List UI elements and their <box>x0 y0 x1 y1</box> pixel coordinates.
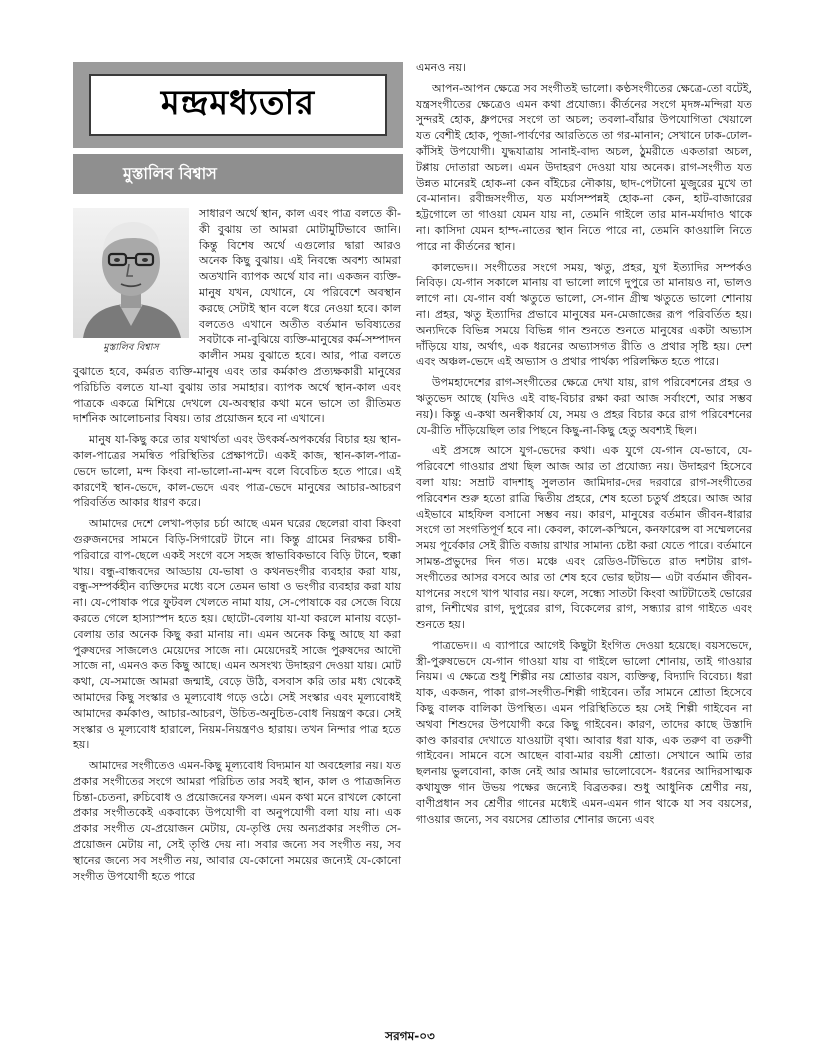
paragraph: এই প্রসঙ্গে আসে যুগ-ভেদের কথা। এক যুগে যে-গান যে-ভাবে, যে-পরিবেশে গাওয়ার প্রথা ছিল আজ আর তা প্রযোজ্য নয়। উদাহরণ হিসেবে বলা যায়: সম্রাট বাদশাহ্ সুলতান জামিদার-দের দরবারে রাগ-সংগীতের পরিবেশন শুরু হতো রাত্রি দ্বিতীয় প্রহরে, শেষ হতো চতুর্থ প্রহরে। আজ আর এইভাবে মাহফিল বসানো সম্ভব নয়। কারণ, মানুষের বর্তমান জীবন-ধারার সংগে তা সংগতিপূর্ণ হবে না। কেবল, কালে-কস্মিনে, কনফারেন্স বা সম্মেলনের সময় পূর্বেকার সেই রীতি বজায় রাখার সামান্য চেষ্টা করা যেতে পারে। বর্তমানে সামন্ত-প্রভুদের দিন গত। মঞ্চে এবং রেডিও-টিভিতে রাত দশটায় রাগ-সংগীতের আসর বসবে আর তা শেষ হবে ভোর ছটায়— এটা বর্তমান জীবন-যাপনের সংগে খাপ খাবার নয়। ফলে, সন্ধ্যে সাতটা কিংবা আটটাতেই ভোরের রাগ, নিশীথের রাগ, দুপুরের রাগ, বিকেলের রাগ, সন্ধ্যার রাগ গাইতে এবং শুনতে হয়। <box>416 444 752 632</box>
title-banner <box>73 62 403 148</box>
right-column <box>416 60 752 832</box>
byline-banner <box>73 154 403 194</box>
page-footer: সরগম-০৩ <box>385 1029 435 1043</box>
photo-caption: মুস্তালিব বিশ্বাস <box>103 342 159 353</box>
paragraph: আমাদের দেশে লেখা-পড়ার চর্চা আছে এমন ঘরের ছেলেরা বাবা কিংবা গুরুজনদের সামনে বিড়ি-সিগারেট টানে না। কিন্তু গ্রামের নিরক্ষর চাষী-পরিবারে বাপ-ছেলে একই সংগে বসে সহজ স্বাভাবিকভাবে বিড়ি টানে, হুক্কা খায়। বন্ধু-বান্ধবদের আড্ডায় যে-ভাষা ও কথনভংগীর ব্যবহার করা যায়, বন্ধু-সম্পর্কহীন ব্যক্তিদের মধ্যে বসে তেমন ভাষা ও ভংগীর ব্যবহার করা যায় না। যে-পোষাক পরে ফুটবল খেলতে নামা যায়, সে-পোষাকে বর সেজে বিয়ে করতে গেলে হাস্যাস্পদ হতে হয়। ছোটো-বেলায় যা-যা করলে মানায় বড়ো-বেলায় তার অনেক কিছু করা মানায় না। এমন অনেক কিছু আছে যা করা পুরুষদের সাজলেও মেয়েদের সাজে না। মেয়েদেরই সাজে পুরুষদের আদৌ সাজে না, এমনও কত কিছু আছে। এমন অসংখ্য উদাহরণ দেওয়া যায়। মোট কথা, যে-সমাজে আমরা জন্মাই, বেড়ে উঠি, বসবাস করি তার মধ্য থেকেই আমাদের কিছু সংস্কার ও মূল্যবোধ গড়ে ওঠে। সেই সংস্কার এবং মূল্যবোধই আমাদের কর্মকাণ্ড, আচার-আচরণ, উচিত-অনুচিত-বোধ নিয়ন্ত্রণ করে। সেই সংস্কার ও মূল্যবোধ হারালে, নিয়ম-নিয়ন্ত্রণও হারায়। তখন নিন্দার পাত্র হতে হয়। <box>73 517 401 752</box>
paragraph: এমনও নয়। <box>416 61 467 74</box>
author-photo-frame <box>73 208 189 356</box>
paragraph: আমাদের সংগীতেও এমন-কিছু মূল্যবোধ বিদ্যমান যা অবহেলার নয়। যত প্রকার সংগীতের সংগে আমরা পরিচিত তার সবই স্থান, কাল ও পাত্রজনিত চিন্তা-চেতনা, রুচিবোধ ও প্রয়োজনের ফসল। এমন কথা মনে রাখলে কোনো প্রকার সংগীতকেই একবাক্যে উপযোগী বা অনুপযোগী বলা যায় না। এক প্রকার সংগীত যে-প্রয়োজন মেটায়, যে-তৃপ্তি দেয় অন্যপ্রকার সংগীত সে-প্রয়োজন মেটায় না, সেই তৃপ্তি দেয় না। সবার জন্যে সব সংগীত নয়, সব স্থানের জন্যে সব সংগীত নয়, আবার যে-কোনো সময়ের জন্যেই যে-কোনো সংগীত উপযোগী হতে পারে <box>73 759 401 883</box>
author-name: মুস্তালিব বিশ্বাস <box>123 163 217 183</box>
paragraph: কালভেদ।। সংগীতের সংগে সময়, ঋতু, প্রহর, যুগ ইত্যাদির সম্পর্কও নিবিড়। যে-গান সকালে মানায় বা ভালো লাগে দুপুরে তা মানায়ও না, ভালও লাগে না। যে-গান বর্ষা ঋতুতে ভালো, সে-গান গ্রীষ্ম ঋতুতে ভালো শোনায় না। প্রহর, ঋতু ইত্যাদির প্রভাবে মানুষের মন-মেজাজের রূপ পরিবর্তিত হয়। অন্যদিকে বিভিন্ন সময়ে বিভিন্ন গান শুনতে শুনতে মানুষের একটা অভ্যাস দাঁড়িয়ে যায়, অর্থাৎ, এক ধরনের অভ্যাসগত রীতি ও প্রথার সৃষ্টি হয়। দেশ এবং অঞ্চল-ভেদে এই অভ্যাস ও প্রথার পার্থক্য পরিলক্ষিত হতে পারে। <box>416 260 752 369</box>
article-body-left <box>73 206 401 884</box>
author-photo <box>73 208 189 338</box>
paragraph: মানুষ যা-কিছু করে তার যথার্থতা এবং উৎকর্ষ-অপকর্ষের বিচার হয় স্থান-কাল-পাত্রের সমন্বিত পরিস্থিতির প্রেক্ষাপটে। একই কাজ, স্থান-কাল-পাত্র-ভেদে ভালো, মন্দ কিংবা না-ভালো-না-মন্দ বলে বিবেচিত হতে পারে। এই কারণেই স্থান-ভেদে, কাল-ভেদে এবং পাত্র-ভেদে মানুষের আচার-আচরণ পরিবর্তিত আকার ধারণ করে। <box>73 433 401 510</box>
paragraph: পাত্রভেদ।। এ ব্যাপারে আগেই কিছুটা ইংগিত দেওয়া হয়েছে। বয়সভেদে, স্ত্রী-পুরুষভেদে যে-গান গাওয়া যায় বা গাইলে ভালো শোনায়, তাই গাওয়ার নিয়ম। এ ক্ষেত্রে শুধু শিল্পীর নয় শ্রোতার বয়স, ব্যক্তিত্ব, বিদ্যাদি বিবেচ্য। ধরা যাক, একজন, পাকা রাগ-সংগীত-শিল্পী গাইবেন। তাঁর সামনে শ্রোতা হিসেবে কিছু বালক বালিকা উপস্থিত। এমন পরিস্থিতিতে হয় সেই শিল্পী গাইবেন না অথবা শিশুদের উপযোগী করে কিছু গাইবেন। কারণ, তাদের কাছে উস্তাদি কাণ্ড কারবার দেখাতে যাওয়াটা বৃথা। আবার ধরা যাক, এক তরুণ বা তরুণী গাইবেন। সামনে বসে আছেন বাবা-মার বয়সী শ্রোতা। সেখানে আমি তার ছলনায় ভুলবোনা, কাজ নেই আর আমার ভালোবেসে- ধরনের আদিরসাত্মক কথাযুক্ত গান উভয় পক্ষের জন্যেই বিব্রতকর। শুধু আধুনিক শ্রেণীর নয়, বাণীপ্রধান সব শ্রেণীর গানের মধ্যেই এমন-এমন গান থাকে যা সব বয়সের, গাওয়ার জন্যে, সব বয়সের শ্রোতার শোনার জন্যে এবং <box>416 638 752 826</box>
paragraph: উপমহাদেশের রাগ-সংগীতের ক্ষেত্রে দেখা যায়, রাগ পরিবেশনের প্রহর ও ঋতুভেদ আছে (যদিও এই বাছ-বিচার রক্ষা করা আজ সর্বাংশে, আর সম্ভব নয়)। কিন্তু এ-কথা অনস্বীকার্য যে, সময় ও প্রহর বিচার করে রাগ পরিবেশনের যে-রীতি দাঁড়িয়েছিল তার পিছনে কিছু-না-কিছু হেতু অবশ্যই ছিল। <box>416 376 752 437</box>
article-title: মন্দ্রমধ্যতার <box>89 74 387 136</box>
left-column <box>73 60 401 889</box>
paragraph: আপন-আপন ক্ষেত্রে সব সংগীতই ভালো। কণ্ঠসংগীতের ক্ষেত্রে-তো বটেই, যন্ত্রসংগীতের ক্ষেত্রেও এমন কথা প্রযোজ্য। কীর্তনের সংগে মৃদঙ্গ-মন্দিরা যত সুন্দরই হোক, ধ্রুপদের সংগে তা অচল; তবলা-বাঁয়ার উপযোগিতা খেয়ালে যত বেশীই হোক, পূজা-পার্বণের আরতিতে তা গর-মানান; সেখানে ঢাক-ঢোল-কাঁসিই উপযোগী। যুদ্ধযাত্রায় সানাই-বাদ্য অচল, ঠুমরীতে একতারা অচল, টপ্পায় দোতারা অচল। এমন উদাহরণ দেওয়া যায় অনেক। রাগ-সংগীত যত উন্নত মানেরই হোক-না কেন বাঁইচের নৌকায়, ছাদ-পেটানো মুজুরের মুখে তা বে-মানান। রবীন্দ্রসংগীত, যত মর্যাসম্পন্নই হোক-না কেন, হাট-বাজারের হট্টগোলে তা গাওয়া যেমন যায় না, তেমনি গাইলে তার মান-মর্যাদাও থাকে না। কাসিদা যেমন হাম্দ-নাতের স্থান নিতে পারে না, তেমনি কাওয়ালি নিতে পারে না কীর্তনের স্থান। <box>416 81 752 253</box>
paragraph: সাধারণ অর্থে স্থান, কাল এবং পাত্র বলতে কী-কী বুঝায় তা আমরা মোটামুটিভাবে জানি। কিন্তু বিশেষ অর্থে এগুলোর দ্বারা আরও অনেক কিছু বুঝায়। এই নিবন্ধে অবশ্য আমরা অতখানি ব্যাপক অর্থে যাব না। একজন ব্যক্তি-মানুষ যখন, যেখানে, যে পরিবেশে অবস্থান করছে সেটাই স্থান বলে ধরে নেওয়া হবে। কাল বলতেও এখানে অতীত বর্তমান ভবিষ্যতের সবটাকে না-বুঝিয়ে ব্যক্তি-মানুষের কর্ম-সম্পাদন কালীন সময় বুঝাতে হবে। আর, পাত্র বলতে বুঝাতে হবে, কর্মরত ব্যক্তি-মানুষ এবং তার কর্মকাণ্ড প্রত্যক্ষকারী মানুষের পরিচিতি বলতে যা-যা বুঝায় তার সমাহার। ব্যাপক অর্থে স্থান-কাল এবং পাত্রকে একত্রে মিশিয়ে দেখলে যে-অবস্থার কথা মনে ভাসে তা রীতিমত দার্শনিক আলোচনার বিষয়। তার প্রয়োজন হবে না এখানে। <box>73 207 401 426</box>
